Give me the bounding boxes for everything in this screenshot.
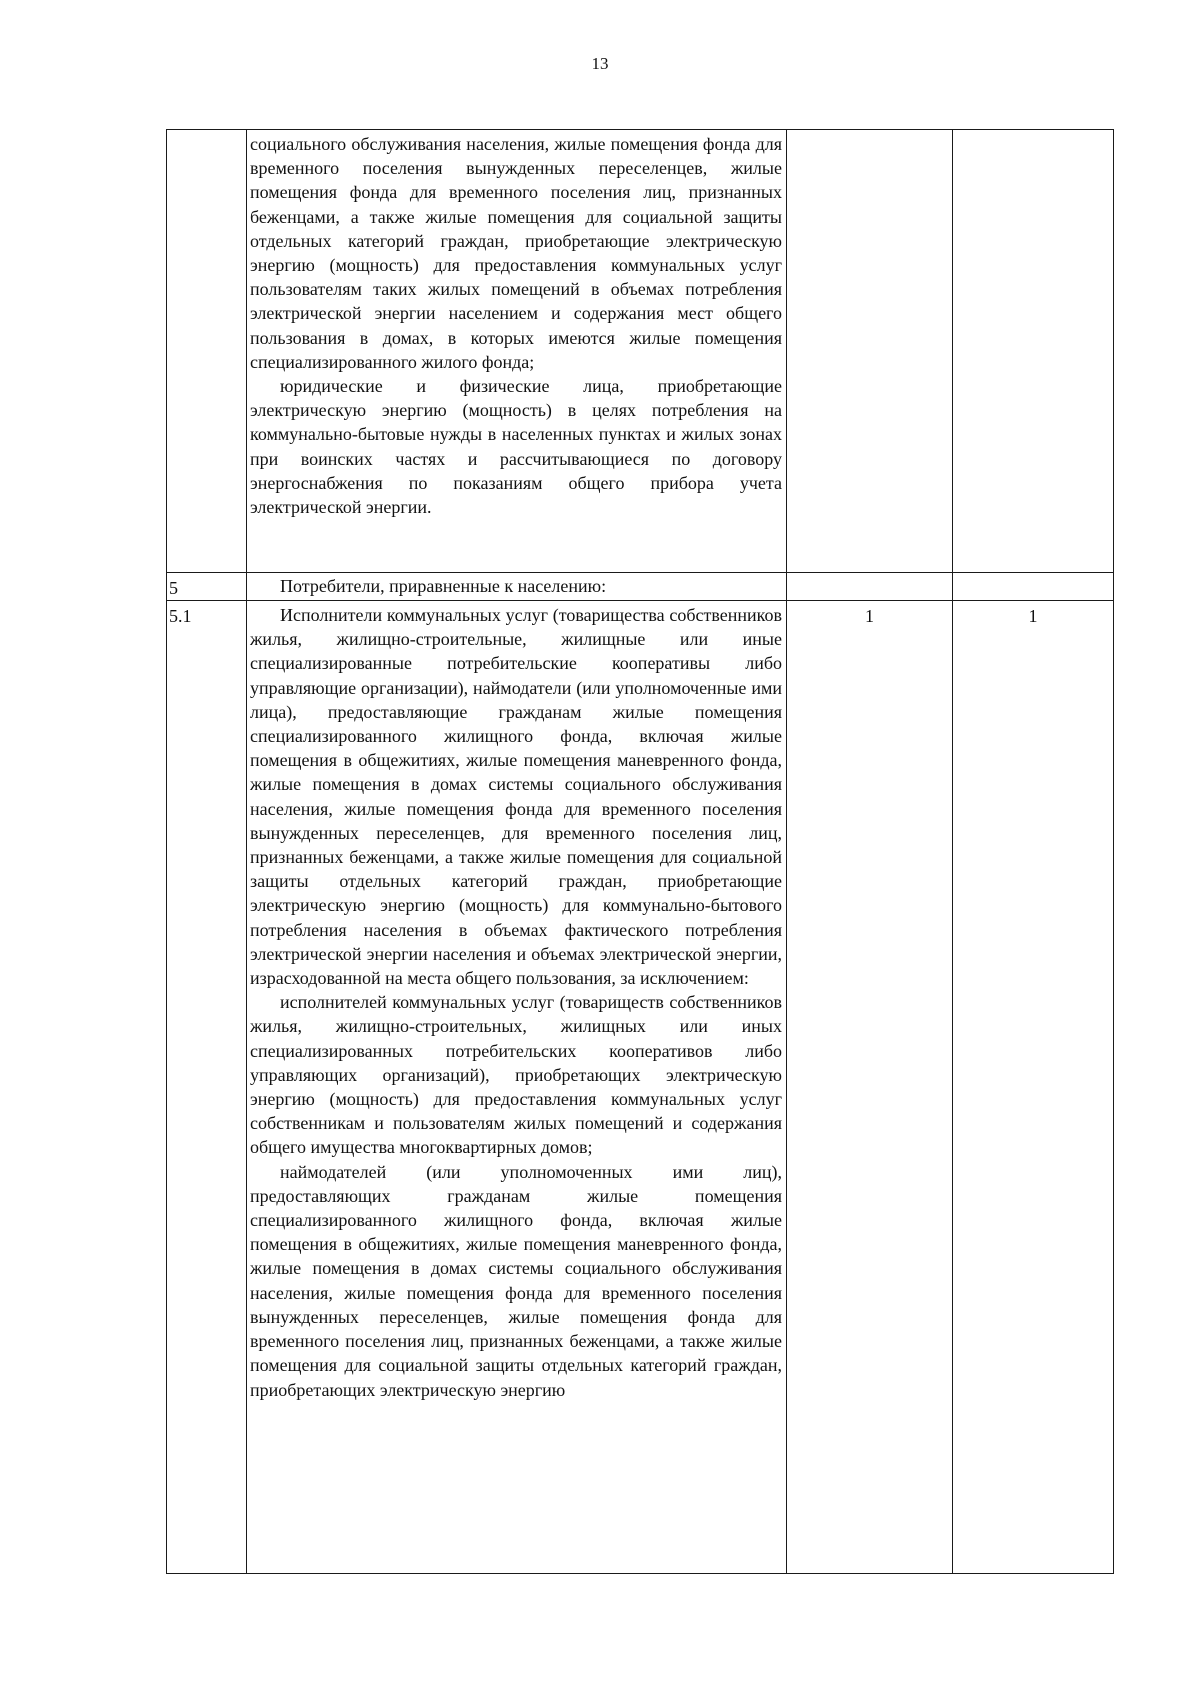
row-text-cell xyxy=(247,601,787,1574)
row-number xyxy=(167,130,246,133)
row-paragraph: Исполнители коммунальных услуг (товарищества собственников жилья, жилищно-строительные, жилищные или иные специализированные потребительские кооперативы либо управляющие организации), наймодатели (или уполномоченные ими лица), предоставляющие гражданам жилые помещения специализированного жилищного фонда, включая жилые помещения в общежитиях, жилые помещения маневренного фонда, жилые помещения в домах системы социального обслуживания населения, жилые помещения фонда для временного поселения вынужденных переселенцев, для временного поселения лиц, признанных беженцами, а также жилые помещения для социальной защиты отдельных категорий граждан, приобретающие электрическую энергию (мощность) для коммунально-бытового потребления населения в объемах фактического потребления электрической энергии населения и объемах электрической энергии, израсходованной на места общего пользования, за исключением: xyxy=(250,605,782,989)
row-number-cell xyxy=(167,601,247,1574)
table-row xyxy=(167,130,1114,573)
row-value xyxy=(787,130,952,133)
row-number-cell xyxy=(167,573,247,601)
row-paragraph: наймодателей (или уполномоченных ими лиц), предоставляющих гражданам жилые помещения специализированного жилищного фонда, включая жилые помещения в общежитиях, жилые помещения маневренного фонда, жилые помещения в домах системы социального обслуживания населения, жилые помещения фонда для временного поселения вынужденных переселенцев, жилые помещения фонда для временного поселения лиц, признанных беженцами, а также жилые помещения для социальной защиты отдельных категорий граждан, приобретающих электрическую энергию xyxy=(250,1161,782,1400)
row-value-cell xyxy=(787,601,953,1574)
row-number: 5.1 xyxy=(169,606,192,626)
row-text-cell xyxy=(247,573,787,601)
row-paragraph: юридические и физические лица, приобретающие электрическую энергию (мощность) в целях потребления на коммунально-бытовые нужды в населенных пунктах и жилых зонах при воинских частях и рассчитывающиеся по договору энергоснабжения по показаниям общего прибора учета электрической энергии. xyxy=(250,376,782,518)
row-value-cell xyxy=(787,130,953,573)
row-paragraph: исполнителей коммунальных услуг (товариществ собственников жилья, жилищно-строительных, жилищных или иных специализированных потребительских кооперативов либо управляющих организаций), приобретающих электрическую энергию (мощность) для предоставления коммунальных услуг собственникам и пользователям жилых помещений и содержания общего имущества многоквартирных домов; xyxy=(250,992,782,1158)
row-number: 5 xyxy=(169,578,178,598)
row-value xyxy=(953,573,1113,576)
table-row xyxy=(167,573,1114,601)
row-value-cell xyxy=(953,573,1114,601)
row-number-cell xyxy=(167,130,247,573)
row-value-cell xyxy=(953,130,1114,573)
row-value: 1 xyxy=(865,606,874,626)
tariff-table xyxy=(166,129,1114,1574)
row-paragraph: социального обслуживания населения, жилые помещения фонда для временного поселения вынужденных переселенцев, жилые помещения фонда для временного поселения лиц, признанных беженцами, а также жилые помещения для социальной защиты отдельных категорий граждан, приобретающие электрическую энергию (мощность) для предоставления коммунальных услуг пользователям таких жилых помещений в объемах потребления электрической энергии населением и содержания мест общего пользования в домах, в которых имеются жилые помещения специализированного жилого фонда; xyxy=(250,134,782,372)
row-value: 1 xyxy=(1028,606,1038,626)
row-value-cell xyxy=(787,573,953,601)
table-row xyxy=(167,601,1114,1574)
row-value xyxy=(787,573,952,576)
row-text-cell xyxy=(247,130,787,573)
page-number: 13 xyxy=(591,54,609,73)
row-value xyxy=(953,130,1113,133)
row-paragraph: Потребители, приравненные к населению: xyxy=(280,576,607,596)
row-value-cell xyxy=(953,601,1114,1574)
